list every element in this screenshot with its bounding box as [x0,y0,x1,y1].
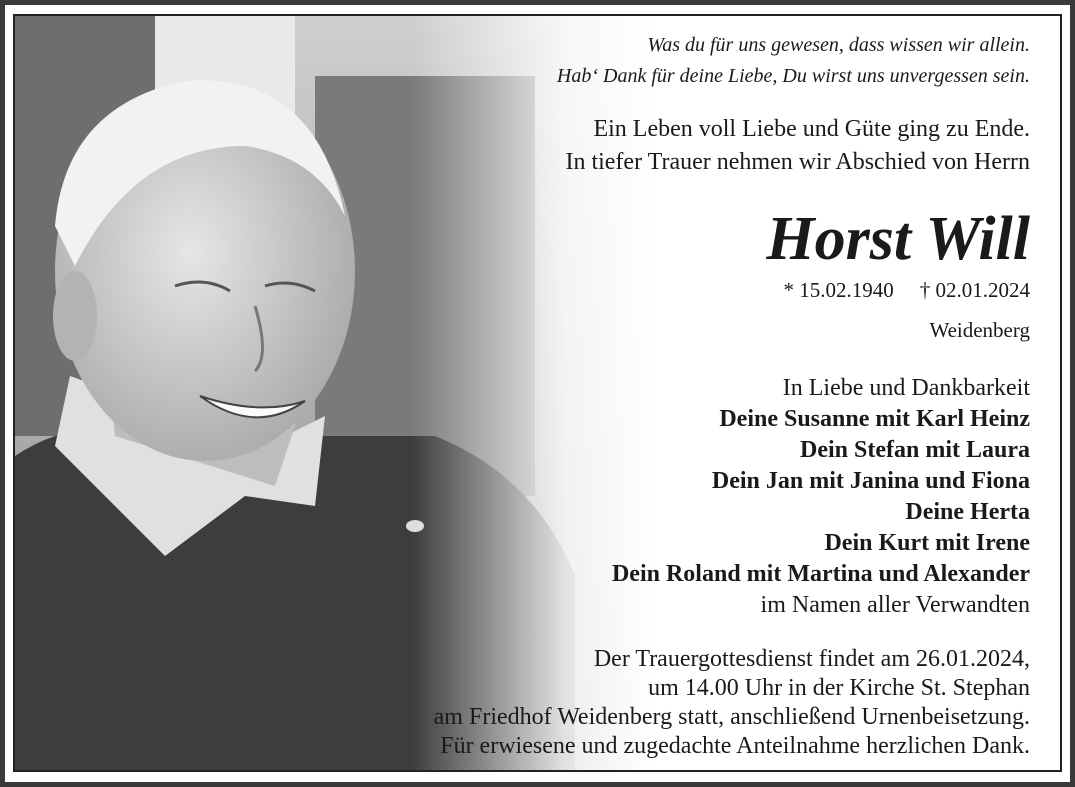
mourner-name: Dein Roland mit Martina und Alexander [611,561,1030,587]
deceased-name: Horst Will [766,205,1030,273]
obituary-frame [13,14,1062,772]
service-line: um 14.00 Uhr in der Kirche St. Stephan [648,675,1030,701]
hometown: Weidenberg [929,318,1030,342]
intro-line: Ein Leben voll Liebe und Güte ging zu Ende. [593,116,1030,142]
mourner-name: Dein Kurt mit Irene [824,530,1030,556]
mourners-closing: im Namen aller Verwandten [760,592,1030,618]
death-date: † 02.01.2024 [919,278,1030,302]
poem [557,30,1030,92]
mourners-opening: In Liebe und Dankbarkeit [782,375,1030,401]
mourners-list [612,373,1030,621]
service-info [434,645,1030,761]
poem-line: Hab‘ Dank für deine Liebe, Du wirst uns unvergessen sein. [556,65,1030,87]
birth-date: * 15.02.1940 [783,278,894,302]
intro-text [565,113,1030,179]
intro-line: In tiefer Trauer nehmen wir Abschied von Herrn [565,149,1030,175]
life-dates [784,278,1031,303]
mourner-name: Deine Herta [905,499,1030,525]
service-line: am Friedhof Weidenberg statt, anschließend Urnenbeisetzung. [433,704,1030,730]
mourner-name: Deine Susanne mit Karl Heinz [719,406,1030,432]
mourner-name: Dein Stefan mit Laura [800,437,1030,463]
obituary-card [5,5,1070,782]
service-line: Für erwiesene und zugedachte Anteilnahme herzlichen Dank. [440,733,1030,759]
service-line: Der Trauergottesdienst findet am 26.01.2024, [593,646,1030,672]
poem-line: Was du für uns gewesen, dass wissen wir allein. [647,34,1030,56]
mourner-name: Dein Jan mit Janina und Fiona [711,468,1030,494]
